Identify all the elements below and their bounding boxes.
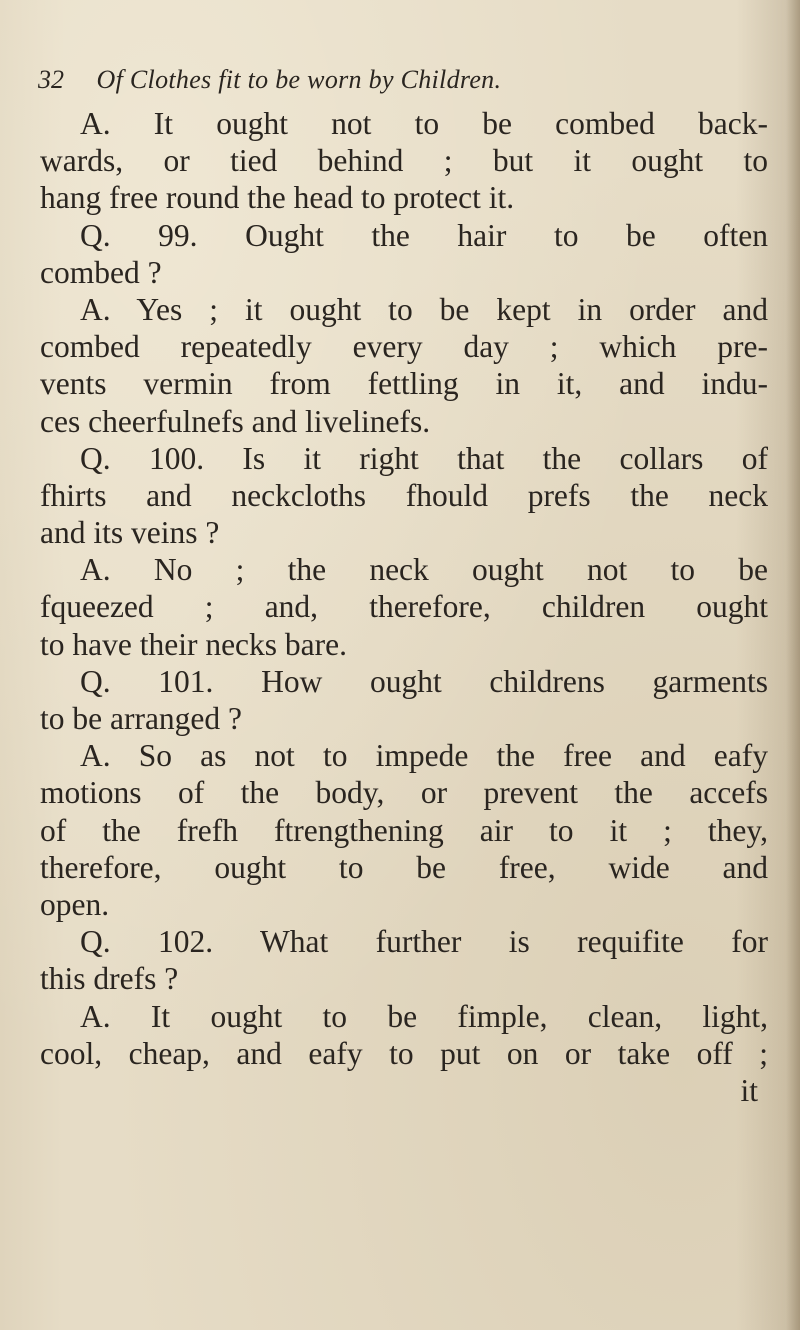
running-title: Of Clothes fit to be worn by Children. [96, 65, 502, 94]
running-head [38, 60, 758, 100]
text-line: A. No ; the neck ought not to be [80, 552, 768, 588]
text-line: combed ? [40, 254, 162, 290]
text-line: motions of the body, or prevent the accefs [40, 775, 768, 811]
text-line: fhirts and neckcloths fhould prefs the neck [40, 477, 768, 513]
text-line: open. [40, 886, 110, 922]
body-text [40, 105, 768, 1109]
text-line: Q. 100. Is it right that the collars of [80, 440, 768, 476]
text-line: hang free round the head to protect it. [40, 180, 515, 216]
text-line: fqueezed ; and, therefore, children ought [40, 589, 768, 625]
text-line: this drefs ? [40, 961, 179, 997]
text-line: Q. 102. What further is requifite for [80, 924, 768, 960]
text-line: and its veins ? [40, 515, 220, 551]
text-line: cool, cheap, and eafy to put on or take off ; [40, 1035, 768, 1071]
page-edge-shadow [786, 0, 800, 1330]
text-line: it [740, 1072, 758, 1108]
text-line: A. It ought to be fimple, clean, light, [80, 998, 768, 1034]
text-line: wards, or tied behind ; but it ought to [40, 143, 768, 179]
text-line: A. It ought not to be combed back- [80, 106, 768, 141]
text-line: Q. 101. How ought childrens garments [80, 663, 768, 699]
text-line: vents vermin from fettling in it, and indu- [40, 366, 768, 402]
text-line: to have their necks bare. [40, 626, 347, 662]
text-line: A. So as not to impede the free and eafy [80, 738, 768, 774]
text-line: of the frefh ftrengthening air to it ; they, [40, 812, 768, 848]
page-number: 32 [38, 65, 64, 94]
text-line: therefore, ought to be free, wide and [40, 849, 768, 885]
text-line: combed repeatedly every day ; which pre- [40, 329, 768, 365]
text-line: to be arranged ? [40, 701, 243, 736]
text-line: Q. 99. Ought the hair to be often [80, 217, 768, 253]
text-line: ces cheerfulnefs and livelinefs. [40, 403, 431, 439]
text-line: A. Yes ; it ought to be kept in order and [80, 291, 768, 327]
